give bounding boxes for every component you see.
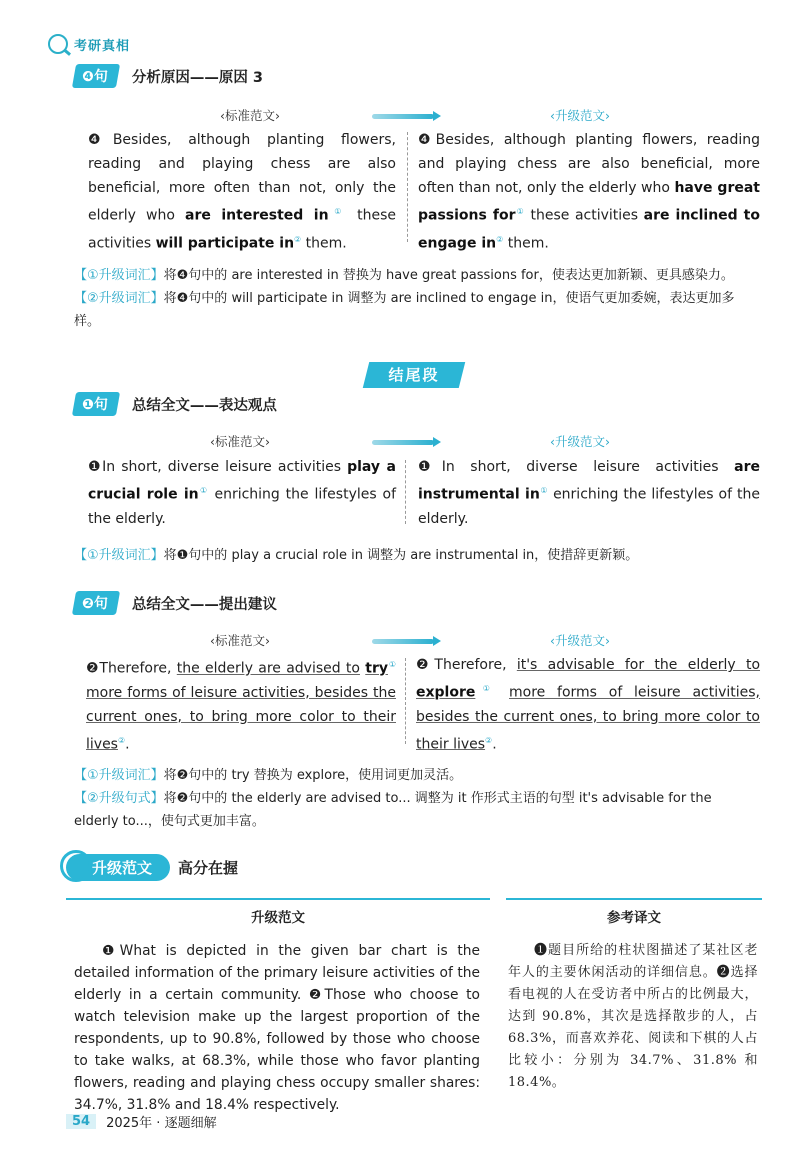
search-logo-icon — [48, 34, 68, 54]
e1-upgraded-label: ‹升级范文› — [550, 434, 610, 449]
page-header — [48, 34, 130, 54]
e1-note-1: 【①升级词汇】将❶句中的 play a crucial role in 调整为 are instrumental in，使措辞更新颖。 — [74, 548, 639, 563]
upgrade-subtitle: 高分在握 — [178, 859, 239, 877]
e2-standard-label: ‹标准范文› — [210, 633, 270, 648]
e1-heading — [74, 392, 277, 416]
s4-standard-label: ‹标准范文› — [220, 108, 280, 123]
e2-heading — [74, 591, 277, 615]
page-footer — [66, 1112, 217, 1131]
e2-note-1: 【①升级词汇】将❷句中的 try 替换为 explore，使用词更加灵活。 — [74, 768, 463, 783]
e2-divider — [405, 658, 406, 744]
s4-badge: ❹句 — [72, 64, 120, 88]
s4-heading-text: 分析原因——原因 3 — [131, 69, 263, 86]
header-title: 考研真相 — [74, 38, 131, 54]
s4-note-1: 【①升级词汇】将❹句中的 are interested in 替换为 have great passions for，使表达更加新颖、更具感染力。 — [74, 268, 734, 283]
e2-standard-text: ❷Therefore, the elderly are advised to try① more forms of leisure activities, besides the current ones, to bring more color to their lives②. — [86, 660, 397, 753]
e2-arrow — [372, 639, 434, 644]
e1-upgraded-text: ❶In short, diverse leisure activities are instrumental in① enriching the lifestyles of the elderly. — [418, 459, 760, 527]
upgrade-rule-right — [506, 898, 762, 900]
s4-standard-text: ❹Besides, although planting flowers, reading and playing chess are also beneficial, more often than not, only the elderly who are interested in① these activities will participate in② them. — [88, 132, 396, 252]
e1-divider — [405, 460, 406, 524]
upgrade-cn-text: ❶题目所给的柱状图描述了某社区老年人的主要休闲活动的详细信息。❷选择看电视的人在受访者中所占的比例最大，达到 90.8%，其次是选择散步的人，占 68.3%，而喜欢养花、阅读和下棋的人占比较小：分别为 34.7%、31.8% 和 18.4%。 — [508, 943, 758, 1090]
s4-heading — [74, 64, 263, 88]
e1-standard-text: ❶In short, diverse leisure activities play a crucial role in① enriching the lifestyles of the elderly. — [88, 459, 397, 527]
e2-note-2: 【②升级句式】将❷句中的 the elderly are advised to... 调整为 it 作形式主语的句型 it's advisable for the elderly to...，使句式更加丰富。 — [74, 791, 712, 829]
upgrade-en-text: ❶What is depicted in the given bar chart is the detailed information of the primary leisure activities of the elderly in a certain community. ❷Those who choose to watch television make up the largest proportion of the respondents, up to 90.8%, followed by those who choose to take walks, at 68.3%, while those who favor planting flowers, reading and playing chess occupy smaller shares: 34.7%, 31.8% and 18.4% respectively. — [74, 943, 480, 1113]
section-banner: 结尾段 — [363, 362, 465, 388]
upgrade-pill: 升级范文 — [66, 854, 170, 881]
e1-arrow — [372, 440, 434, 445]
e1-standard-label: ‹标准范文› — [210, 434, 270, 449]
e2-upgraded-text: ❷Therefore, it's advisable for the elderly to explore① more forms of leisure activities, besides the current ones, to bring more color to their lives②. — [416, 657, 761, 753]
s4-divider — [407, 132, 408, 242]
e1-badge: ❶句 — [72, 392, 120, 416]
footer-title: 2025年 · 逐题细解 — [106, 1116, 217, 1131]
s4-upgraded-text: ❹Besides, although planting flowers, reading and playing chess are also beneficial, more often than not, only the elderly who have great passions for① these activities are inclined to engage in② them. — [418, 132, 760, 252]
upgrade-heading — [66, 854, 238, 881]
e2-heading-text: 总结全文——提出建议 — [131, 596, 277, 613]
s4-upgraded-label: ‹升级范文› — [550, 108, 610, 123]
upgrade-en-title: 升级范文 — [251, 910, 305, 926]
upgrade-rule-left — [66, 898, 490, 900]
e2-badge: ❷句 — [72, 591, 120, 615]
e2-upgraded-label: ‹升级范文› — [550, 633, 610, 648]
s4-note-2: 【②升级词汇】将❹句中的 will participate in 调整为 are inclined to engage in，使语气更加委婉，表达更加多样。 — [74, 291, 735, 329]
page-number: 54 — [66, 1114, 96, 1129]
upgrade-cn-title: 参考译文 — [607, 910, 661, 926]
s4-arrow — [372, 114, 434, 119]
e1-heading-text: 总结全文——表达观点 — [131, 397, 277, 414]
